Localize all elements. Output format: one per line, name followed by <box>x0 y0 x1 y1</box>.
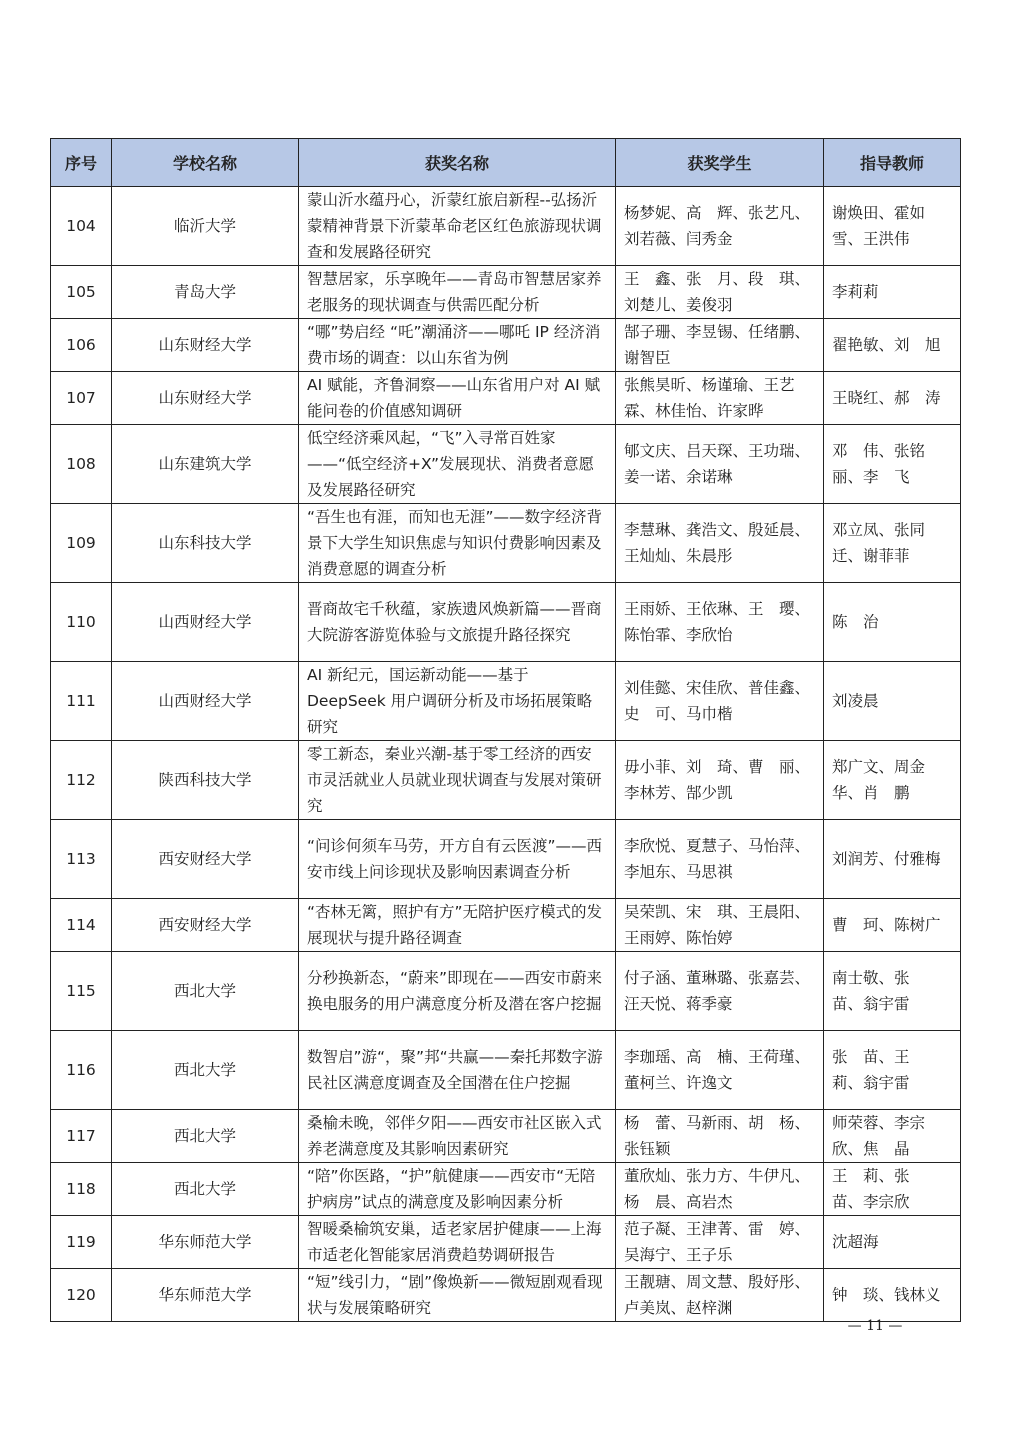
cell-project: 桑榆未晚，邻伴夕阳——西安市社区嵌入式养老满意度及其影响因素研究 <box>299 1110 616 1163</box>
cell-project: 零工新态，秦业兴潮-基于零工经济的西安市灵活就业人员就业现状调查与发展对策研究 <box>299 741 616 820</box>
header-row <box>51 139 961 187</box>
cell-teachers: 曹 珂、陈树广 <box>824 899 961 952</box>
cell-teachers: 钟 琰、钱林义 <box>824 1269 961 1322</box>
table-body <box>51 187 961 1322</box>
cell-project: 智暖桑榆筑安巢，适老家居护健康——上海市适老化智能家居消费趋势调研报告 <box>299 1216 616 1269</box>
cell-number: 115 <box>51 952 112 1031</box>
cell-students: 范子凝、王津菁、雷 婷、吴海宁、王子乐 <box>616 1216 824 1269</box>
cell-project: AI 赋能，齐鲁洞察——山东省用户对 AI 赋能问卷的价值感知调研 <box>299 372 616 425</box>
cell-students: 毋小菲、刘 琦、曹 丽、李林芳、郜少凯 <box>616 741 824 820</box>
header-school: 学校名称 <box>112 139 299 187</box>
table-row <box>51 425 961 504</box>
cell-students: 董欣灿、张力方、牛伊凡、杨 晨、高岩杰 <box>616 1163 824 1216</box>
cell-project: 晋商故宅千秋蕴，家族遗风焕新篇——晋商大院游客游览体验与文旅提升路径探究 <box>299 583 616 662</box>
table-row <box>51 372 961 425</box>
cell-project: “陪”你医路，“护”航健康——西安市“无陪护病房”试点的满意度及影响因素分析 <box>299 1163 616 1216</box>
cell-school: 西北大学 <box>112 1110 299 1163</box>
cell-teachers: 王 莉、张 苗、李宗欣 <box>824 1163 961 1216</box>
table-row <box>51 899 961 952</box>
cell-teachers: 翟艳敏、刘 旭 <box>824 319 961 372</box>
cell-number: 106 <box>51 319 112 372</box>
cell-number: 119 <box>51 1216 112 1269</box>
table-row <box>51 1031 961 1110</box>
cell-project: 智慧居家，乐享晚年——青岛市智慧居家养老服务的现状调查与供需匹配分析 <box>299 266 616 319</box>
cell-teachers: 李莉莉 <box>824 266 961 319</box>
cell-students: 杨梦妮、高 辉、张艺凡、刘若薇、闫秀金 <box>616 187 824 266</box>
cell-school: 山东财经大学 <box>112 372 299 425</box>
table-row <box>51 1216 961 1269</box>
cell-teachers: 邓 伟、张铭丽、李 飞 <box>824 425 961 504</box>
table-row <box>51 266 961 319</box>
cell-students: 刘佳懿、宋佳欣、普佳鑫、史 可、马巾楷 <box>616 662 824 741</box>
cell-number: 110 <box>51 583 112 662</box>
cell-number: 107 <box>51 372 112 425</box>
cell-number: 113 <box>51 820 112 899</box>
cell-project: “短”线引力，“剧”像焕新——微短剧观看现状与发展策略研究 <box>299 1269 616 1322</box>
cell-project: “问诊何须车马劳，开方自有云医渡”——西安市线上问诊现状及影响因素调查分析 <box>299 820 616 899</box>
table-row <box>51 187 961 266</box>
header-number: 序号 <box>51 139 112 187</box>
header-project: 获奖名称 <box>299 139 616 187</box>
cell-number: 114 <box>51 899 112 952</box>
cell-school: 西北大学 <box>112 952 299 1031</box>
cell-school: 西北大学 <box>112 1031 299 1110</box>
cell-students: 郜子珊、李昱锡、任绪鹏、谢智臣 <box>616 319 824 372</box>
cell-number: 118 <box>51 1163 112 1216</box>
cell-teachers: 邓立凤、张同迁、谢菲菲 <box>824 504 961 583</box>
cell-students: 王靓瑭、周文慧、殷妤彤、卢美岚、赵梓渊 <box>616 1269 824 1322</box>
cell-number: 111 <box>51 662 112 741</box>
cell-number: 108 <box>51 425 112 504</box>
cell-project: 低空经济乘风起，“飞”入寻常百姓家——“低空经济+X”发展现状、消费者意愿及发展路径研究 <box>299 425 616 504</box>
cell-students: 郇文庆、吕天琛、王功瑞、姜一诺、余诺琳 <box>616 425 824 504</box>
cell-project: AI 新纪元，国运新动能——基于 DeepSeek 用户调研分析及市场拓展策略研究 <box>299 662 616 741</box>
table-row <box>51 319 961 372</box>
cell-students: 李慧琳、龚浩文、殷延晨、王灿灿、朱晨彤 <box>616 504 824 583</box>
header-students: 获奖学生 <box>616 139 824 187</box>
cell-teachers: 刘凌晨 <box>824 662 961 741</box>
cell-number: 116 <box>51 1031 112 1110</box>
cell-number: 104 <box>51 187 112 266</box>
table-row <box>51 583 961 662</box>
cell-school: 陕西科技大学 <box>112 741 299 820</box>
cell-project: 数智启”游“，聚”邦“共赢——秦托邦数字游民社区满意度调查及全国潜在住户挖掘 <box>299 1031 616 1110</box>
table-row <box>51 741 961 820</box>
table-row <box>51 504 961 583</box>
table-row <box>51 1163 961 1216</box>
cell-number: 105 <box>51 266 112 319</box>
cell-number: 120 <box>51 1269 112 1322</box>
cell-project: “哪”势启经 “吒”潮涌济——哪吒 IP 经济消费市场的调查：以山东省为例 <box>299 319 616 372</box>
table-row <box>51 952 961 1031</box>
cell-teachers: 王晓红、郝 涛 <box>824 372 961 425</box>
cell-school: 临沂大学 <box>112 187 299 266</box>
cell-project: “吾生也有涯，而知也无涯”——数字经济背景下大学生知识焦虑与知识付费影响因素及消费意愿的调查分析 <box>299 504 616 583</box>
cell-students: 李欣悦、夏慧子、马怡萍、李旭东、马思祺 <box>616 820 824 899</box>
cell-teachers: 刘润芳、付雅梅 <box>824 820 961 899</box>
cell-students: 王雨娇、王依琳、王 璎、陈怡霏、李欣怡 <box>616 583 824 662</box>
cell-teachers: 张 苗、王 莉、翁宇雷 <box>824 1031 961 1110</box>
page-number: — 11 — <box>847 1318 903 1334</box>
table-row <box>51 1269 961 1322</box>
cell-students: 张熊昊昕、杨谨瑜、王艺霖、林佳怡、许家晔 <box>616 372 824 425</box>
cell-students: 杨 蕾、马新雨、胡 杨、张钰颖 <box>616 1110 824 1163</box>
cell-number: 112 <box>51 741 112 820</box>
cell-students: 王 鑫、张 月、段 琪、刘楚儿、姜俊羽 <box>616 266 824 319</box>
cell-school: 西安财经大学 <box>112 899 299 952</box>
cell-teachers: 谢焕田、霍如雪、王洪伟 <box>824 187 961 266</box>
cell-teachers: 沈超海 <box>824 1216 961 1269</box>
table-row <box>51 1110 961 1163</box>
table-row <box>51 820 961 899</box>
cell-school: 山东科技大学 <box>112 504 299 583</box>
cell-project: 蒙山沂水蕴丹心，沂蒙红旅启新程--弘扬沂蒙精神背景下沂蒙革命老区红色旅游现状调查和发展路径研究 <box>299 187 616 266</box>
cell-school: 青岛大学 <box>112 266 299 319</box>
awards-table <box>50 138 961 1322</box>
cell-students: 李珈瑶、高 楠、王荷瑾、董柯兰、许逸文 <box>616 1031 824 1110</box>
cell-teachers: 南士敬、张 苗、翁宇雷 <box>824 952 961 1031</box>
cell-school: 山西财经大学 <box>112 583 299 662</box>
table-header <box>51 139 961 187</box>
cell-school: 华东师范大学 <box>112 1216 299 1269</box>
table-row <box>51 662 961 741</box>
cell-school: 山东建筑大学 <box>112 425 299 504</box>
cell-school: 山西财经大学 <box>112 662 299 741</box>
cell-project: “杏林无篱，照护有方”无陪护医疗模式的发展现状与提升路径调查 <box>299 899 616 952</box>
cell-school: 西安财经大学 <box>112 820 299 899</box>
cell-teachers: 郑广文、周金华、肖 鹏 <box>824 741 961 820</box>
cell-school: 华东师范大学 <box>112 1269 299 1322</box>
cell-project: 分秒换新态，“蔚来”即现在——西安市蔚来换电服务的用户满意度分析及潜在客户挖掘 <box>299 952 616 1031</box>
cell-students: 付子涵、董琳璐、张嘉芸、汪天悦、蒋季豪 <box>616 952 824 1031</box>
cell-teachers: 师荣蓉、李宗欣、焦 晶 <box>824 1110 961 1163</box>
cell-number: 117 <box>51 1110 112 1163</box>
cell-school: 西北大学 <box>112 1163 299 1216</box>
header-teachers: 指导教师 <box>824 139 961 187</box>
cell-school: 山东财经大学 <box>112 319 299 372</box>
cell-teachers: 陈 治 <box>824 583 961 662</box>
cell-students: 吴荣凯、宋 琪、王晨阳、王雨婷、陈怡婷 <box>616 899 824 952</box>
cell-number: 109 <box>51 504 112 583</box>
